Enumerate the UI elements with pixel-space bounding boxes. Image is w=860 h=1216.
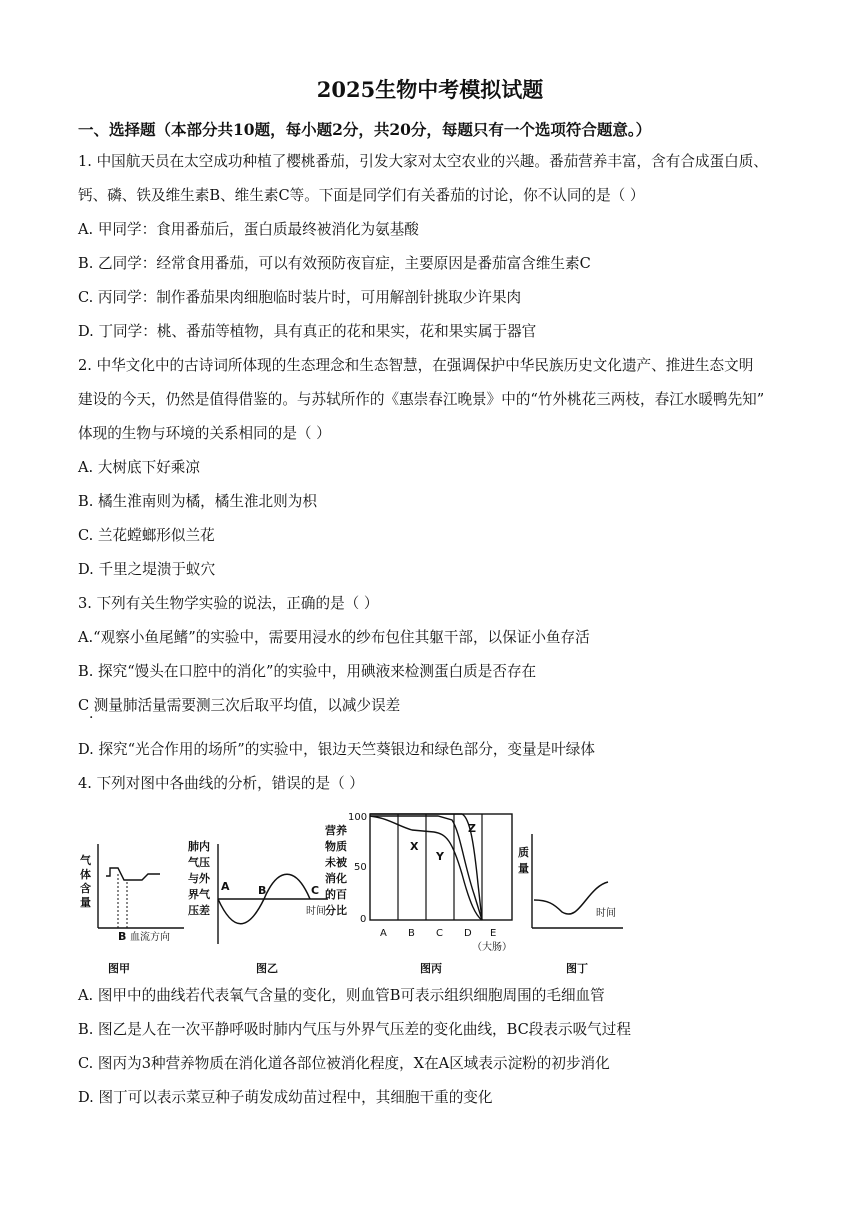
yi-ylabel-2: 气压 [188,856,210,869]
yi-caption: 图乙 [256,962,278,975]
q3-option-b: B. 探究“馒头在口腔中的消化”的实验中，用碘液来检测蛋白质是否存在 [78,663,537,680]
bing-caption: 图丙 [420,962,442,975]
bing-ytick-100: 100 [348,812,368,823]
jia-ylabel-4: 量 [80,896,91,909]
yi-point-c: C [311,884,320,897]
bing-ytick-50: 50 [354,862,367,873]
q2-stem-line-3: 体现的生物与环境的关系相同的是（ ） [78,425,331,442]
q4-stem-line-1: 4. 下列对图中各曲线的分析，错误的是（ ） [78,775,364,792]
ding-caption: 图丁 [566,962,588,975]
q2-stem-line-1: 2. 中华文化中的古诗词所体现的生态理念和生态智慧，在强调保护中华民族历史文化遗产、推进生态文明 [78,357,754,374]
q4-figure [78,804,638,976]
q3-stem-line-1: 3. 下列有关生物学实验的说法，正确的是（ ） [78,595,379,612]
jia-ylabel-1: 气 [80,854,91,867]
ding-ylabel-1: 质 [518,846,529,859]
yi-xlabel: 时间 [306,906,326,917]
q3-option-c: C 测量肺活量需要测三次后取平均值，以减少误差 [78,697,401,714]
q1-option-d: D. 丁同学：桃、番茄等植物，具有真正的花和果实，花和果实属于器官 [78,323,537,340]
bing-frame [370,814,512,920]
yi-ylabel-5: 压差 [188,904,210,917]
q2-option-c: C. 兰花螳螂形似兰花 [78,527,215,544]
q4-option-d: D. 图丁可以表示菜豆种子萌发成幼苗过程中，其细胞干重的变化 [78,1089,493,1106]
bing-ylabel-1: 营养 [325,824,347,837]
jia-caption: 图甲 [108,962,130,975]
q2-stem-line-2: 建设的今天，仍然是值得借鉴的。与苏轼所作的《惠崇春江晚景》中的“竹外桃花三两枝，春江水暖鸭先知” [78,391,765,408]
bing-ylabel-4: 消化 [325,872,347,885]
bing-ylabel-2: 物质 [325,840,347,853]
stray-dot: · [89,710,94,726]
q4-option-a: A. 图甲中的曲线若代表氧气含量的变化，则血管B可表示组织细胞周围的毛细血管 [78,987,605,1004]
bing-region-d: D [464,928,472,939]
ding-ylabel-2: 量 [518,862,529,875]
q2-option-d: D. 千里之堤溃于蚁穴 [78,561,216,578]
section-heading: 一、选择题（本部分共10题，每小题2分，共20分，每题只有一个选项符合题意。） [78,120,652,139]
q2-option-a: A. 大树底下好乘凉 [78,459,200,476]
jia-curve [106,868,160,880]
yi-point-a: A [221,880,230,893]
figure-bing [325,812,512,975]
bing-region-b: B [408,928,415,939]
bing-label-x: X [410,840,419,853]
q3-option-a: A.“观察小鱼尾鳍”的实验中，需要用浸水的纱布包住其躯干部，以保证小鱼存活 [78,629,590,646]
bing-label-y: Y [436,850,444,863]
yi-ylabel-3: 与外 [188,872,210,885]
jia-ylabel-3: 含 [80,882,91,895]
q4-option-b: B. 图乙是人在一次平静呼吸时肺内气压与外界气压差的变化曲线，BC段表示吸气过程 [78,1021,631,1038]
q1-stem-line-2: 钙、磷、铁及维生素B、维生素C等。下面是同学们有关番茄的讨论，你不认同的是（ ） [78,187,645,204]
q2-option-b: B. 橘生淮南则为橘，橘生淮北则为枳 [78,493,317,510]
q3-option-d: D. 探究“光合作用的场所”的实验中，银边天竺葵银边和绿色部分，变量是叶绿体 [78,741,595,758]
q1-option-a: A. 甲同学：食用番茄后，蛋白质最终被消化为氨基酸 [78,221,419,238]
jia-ylabel-2: 体 [80,868,91,881]
bing-region-a: A [380,928,387,939]
yi-ylabel-4: 界气 [188,888,210,901]
bing-ylabel-3: 未被 [325,856,347,869]
bing-region-e: E [490,928,497,939]
figure-yi [188,839,328,975]
figure-ding [518,834,623,975]
page-title: 2025生物中考模拟试题 [316,77,544,102]
bing-ylabel-5: 的百 [325,888,347,901]
figure-jia [80,844,184,975]
jia-b-label: B [118,930,127,943]
jia-direction-label: 血流方向 [130,932,170,943]
yi-point-b: B [258,884,267,897]
ding-xlabel: 时间 [596,908,616,919]
bing-region-c: C [436,928,443,939]
q4-option-c: C. 图丙为3种营养物质在消化道各部位被消化程度，X在A区域表示淀粉的初步消化 [78,1055,610,1072]
q1-option-c: C. 丙同学：制作番茄果肉细胞临时装片时，可用解剖针挑取少许果肉 [78,289,522,306]
bing-ytick-0: 0 [360,914,367,925]
q1-option-b: B. 乙同学：经常食用番茄，可以有效预防夜盲症，主要原因是番茄富含维生素C [78,255,591,272]
bing-label-z: Z [468,822,476,835]
bing-region-note: （大肠） [472,942,512,953]
bing-ylabel-6: 分比 [325,904,347,917]
q1-stem-line-1: 1. 中国航天员在太空成功种植了樱桃番茄，引发大家对太空农业的兴趣。番茄营养丰富，含有合成蛋白质、 [78,153,768,170]
yi-ylabel-1: 肺内 [188,840,210,853]
